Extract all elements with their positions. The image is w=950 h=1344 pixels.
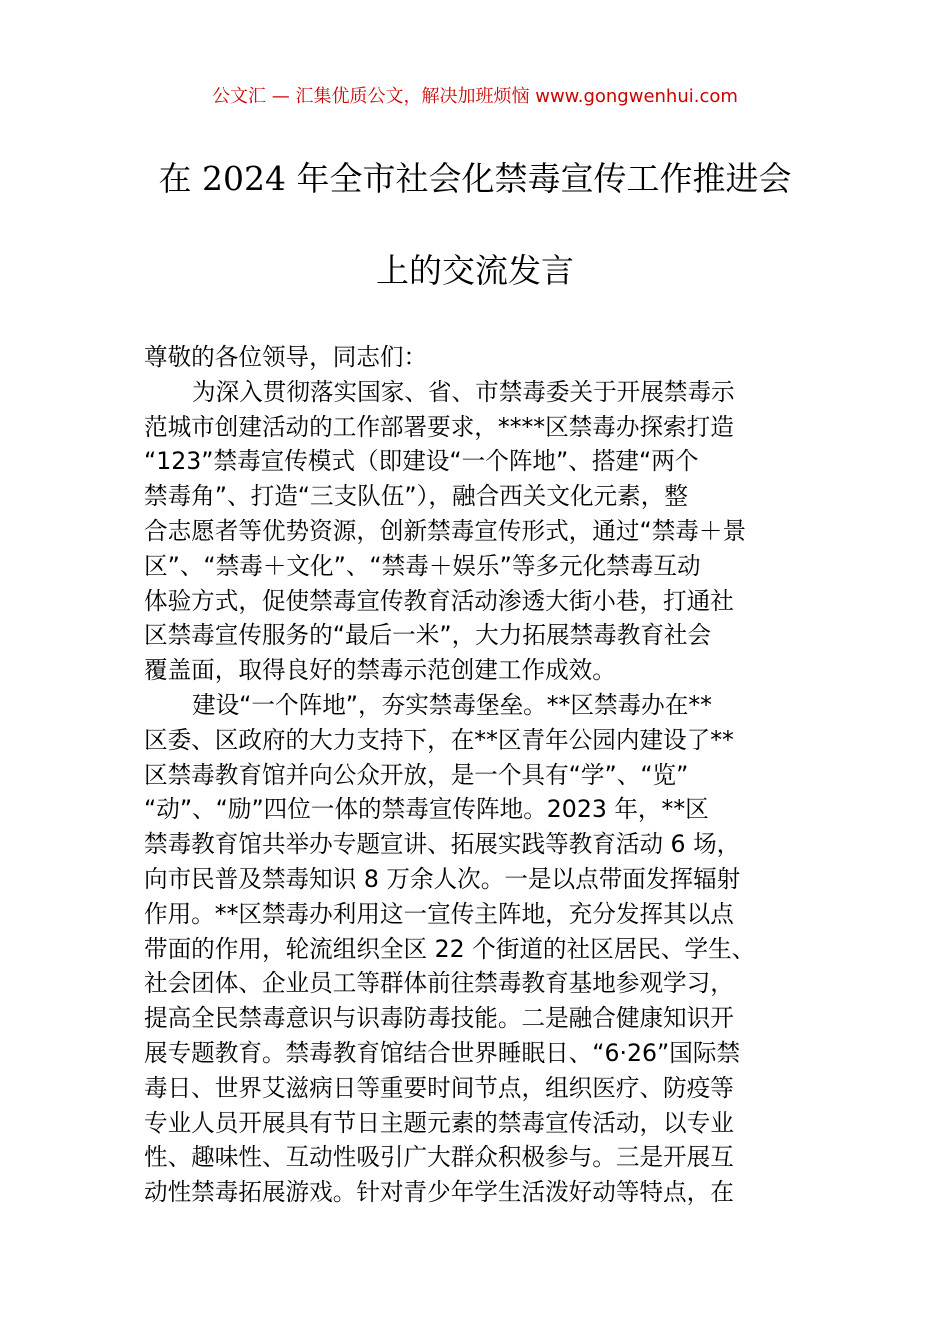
paragraph-line: 毒日、世界艾滋病日等重要时间节点，组织医疗、防疫等 <box>144 1073 734 1102</box>
paragraph-line: 禁毒教育馆共举办专题宣讲、拓展实践等教育活动 6 场， <box>144 830 741 859</box>
salutation: 尊敬的各位领导，同志们： <box>144 343 428 371</box>
paragraph-line: 提高全民禁毒意识与识毒防毒技能。二是融合健康知识开 <box>144 1004 734 1033</box>
paragraph-line: 区禁毒教育馆并向公众开放，是一个具有“学”、“览” <box>144 760 689 789</box>
header-banner: 公文汇 — 汇集优质公文，解决加班烦恼 www.gongwenhui.com <box>212 86 738 107</box>
paragraph-line: 作用。**区禁毒办利用这一宣传主阵地，充分发挥其以点 <box>144 899 734 928</box>
document-title-line-2: 上的交流发言 <box>376 251 574 290</box>
paragraph-line: 向市民普及禁毒知识 8 万余人次。一是以点带面发挥辐射 <box>144 864 741 893</box>
paragraph-line: 动性禁毒拓展游戏。针对青少年学生活泼好动等特点，在 <box>144 1178 734 1207</box>
paragraph-line: 专业人员开展具有节日主题元素的禁毒宣传活动，以专业 <box>144 1108 734 1137</box>
paragraph-line: 覆盖面，取得良好的禁毒示范创建工作成效。 <box>144 656 616 685</box>
paragraph-line: 性、趣味性、互动性吸引广大群众积极参与。三是开展互 <box>144 1143 734 1172</box>
paragraph-line: 展专题教育。禁毒教育馆结合世界睡眠日、“6·26”国际禁 <box>144 1038 741 1067</box>
paragraph-line: 社会团体、企业员工等群体前往禁毒教育基地参观学习， <box>144 969 734 998</box>
paragraph-line: 合志愿者等优势资源，创新禁毒宣传形式，通过“禁毒＋景 <box>144 516 747 545</box>
paragraph-line: 带面的作用，轮流组织全区 22 个街道的社区居民、学生、 <box>144 934 756 963</box>
paragraph-line: 禁毒角”、打造“三支队伍”），融合西关文化元素，整 <box>144 482 688 511</box>
paragraph-line: 建设“一个阵地”，夯实禁毒堡垒。**区禁毒办在** <box>192 690 712 719</box>
paragraph-line: 为深入贯彻落实国家、省、市禁毒委关于开展禁毒示 <box>192 377 735 406</box>
paragraph-line: 体验方式，促使禁毒宣传教育活动渗透大街小巷，打通社 <box>144 586 734 615</box>
paragraph-line: “动”、“励”四位一体的禁毒宣传阵地。2023 年，**区 <box>144 795 709 824</box>
paragraph-line: 区委、区政府的大力支持下，在**区青年公园内建设了** <box>144 725 734 754</box>
document-title-line-1: 在 2024 年全市社会化禁毒宣传工作推进会 <box>158 159 792 198</box>
document-body <box>144 340 814 1210</box>
paragraph-line: 范城市创建活动的工作部署要求，****区禁毒办探索打造 <box>144 412 734 441</box>
paragraph-line: 区禁毒宣传服务的“最后一米”，大力拓展禁毒教育社会 <box>144 621 712 650</box>
paragraph-line: “123”禁毒宣传模式（即建设“一个阵地”、搭建“两个 <box>144 447 699 476</box>
paragraph-line: 区”、“禁毒＋文化”、“禁毒＋娱乐”等多元化禁毒互动 <box>144 551 701 580</box>
